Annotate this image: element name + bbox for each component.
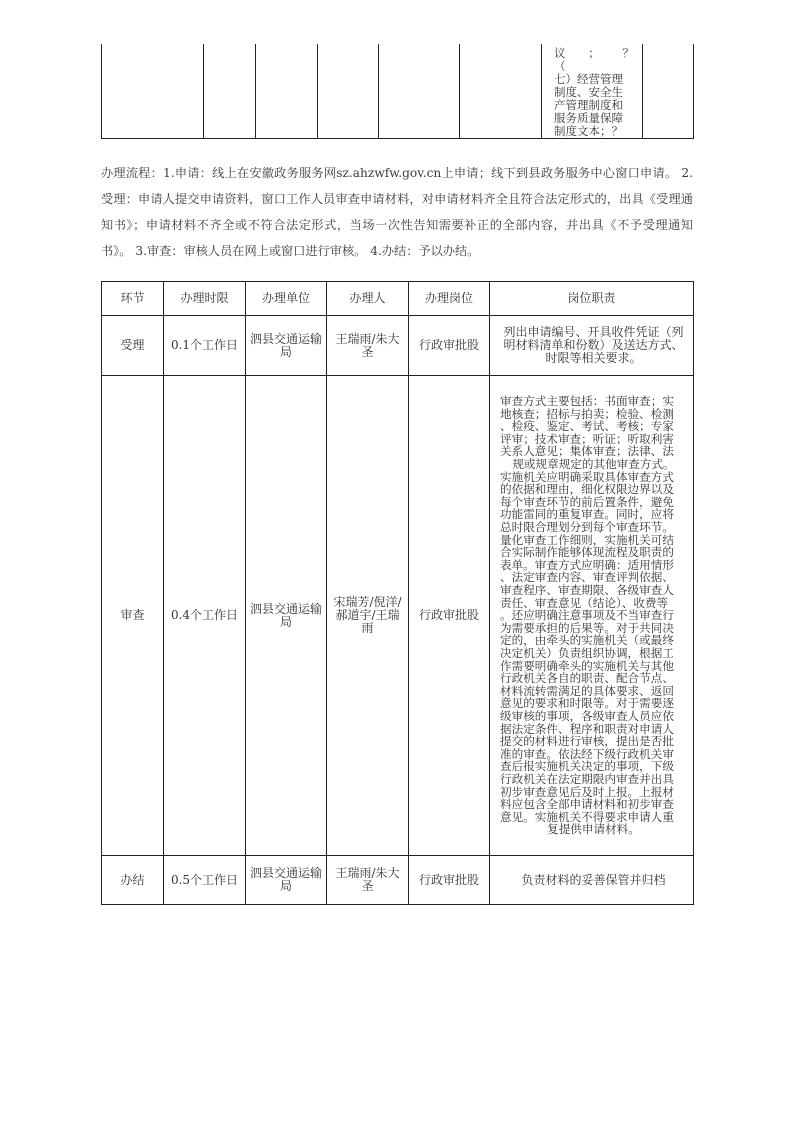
cell-post: 行政审批股 [409, 316, 490, 376]
duty-text-line: 总时限合理划分到每个审查环节。 [500, 520, 674, 535]
duty-text-line: 准的审查。依法经下级行政机关审 [500, 746, 674, 761]
cell-person: 王瑞雨/朱大圣 [327, 856, 409, 905]
duty-text-line: 材料流转需满足的具体要求、返回 [500, 683, 674, 698]
header-duty: 岗位职责 [490, 282, 694, 316]
cell-duty [490, 376, 694, 856]
duty-text-line: 评审；技术审查；听证；听取利害 [500, 431, 674, 446]
header-time-limit: 办理时限 [164, 282, 246, 316]
continuation-cell-text: 议；？ （ 七）经营管理 制度、安全生 产管理制度和 服务质量保障 制度文本；？ [554, 46, 634, 138]
duty-text-line: 据法定条件、程序和职责对申请人 [500, 721, 674, 736]
duty-text-line: 审查方式主要包括：书面审查；实 [500, 394, 674, 409]
duty-text-line: 意见。实施机关不得要求申请人重 [500, 809, 674, 824]
duty-text-line: 定的，由牵头的实施机关（或最终 [500, 633, 674, 648]
duty-text-line: 。还应明确注意事项及不当审查行 [500, 608, 674, 623]
cell-unit: 泗县交通运输局 [246, 856, 327, 905]
cell-person: 宋瑞芳/倪洋/郝道宇/王瑞雨 [327, 376, 409, 856]
duty-text-line: 行政机关各自的职责、配合节点、 [500, 671, 674, 686]
duty-text-line: 、检疫、鉴定、考试、考核；专家 [500, 419, 674, 434]
duty-text-line: 审查程序、审查期限、各级审查人 [500, 583, 674, 598]
cell-duty: 列出申请编号、开具收件凭证（列明材料清单和份数）及送达方式、时限等相关要求。 [490, 316, 694, 376]
process-table [101, 281, 694, 905]
cell-unit: 泗县交通运输局 [246, 316, 327, 376]
table-row [102, 376, 694, 856]
duty-text-line: 意见的要求和时限等。对于需要逐 [500, 696, 674, 711]
duty-text-line: 复提供申请材料。 [547, 822, 640, 837]
cell-time-limit: 0.1个工作日 [164, 316, 246, 376]
duty-text-line: 责任、审查意见（结论）、收费等 [500, 595, 669, 610]
cell-time-limit: 0.5个工作日 [164, 856, 246, 905]
cell-stage: 办结 [102, 856, 164, 905]
duty-text-line: 料应包含全部申请材料和初步审查 [500, 797, 674, 812]
header-post: 办理岗位 [409, 282, 490, 316]
duty-text-line: 规或规章规定的其他审查方式。 [512, 457, 675, 472]
duty-text-line: 每个审查环节的前后置条件，避免 [500, 494, 674, 509]
cell-unit: 泗县交通运输局 [246, 376, 327, 856]
cell-person: 王瑞雨/朱大圣 [327, 316, 409, 376]
cell-post: 行政审批股 [409, 376, 490, 856]
duty-text-line: 行政机关在法定期限内审查并出具 [500, 771, 674, 786]
duty-text-line: 表单。审查方式应明确：适用情形 [500, 557, 674, 572]
duty-text-line: 初步审查意见后及时上报。上报材 [500, 784, 674, 799]
table-row [102, 856, 694, 905]
duty-text-line: 、法定审查内容、审查评判依据、 [500, 570, 674, 585]
duty-text-line: 决定机关）负责组织协调，根据工 [500, 645, 674, 660]
duty-text-line: 功能雷同的重复审查。同时，应将 [500, 507, 674, 522]
cell-stage: 受理 [102, 316, 164, 376]
header-stage: 环节 [102, 282, 164, 316]
table-row [102, 316, 694, 376]
duty-text-line: 关系人意见；集体审查；法律、法 [500, 444, 674, 459]
duty-text-line: 的依据和理由，细化权限边界以及 [500, 482, 674, 497]
header-person: 办理人 [327, 282, 409, 316]
duty-text-line: 地核查；招标与拍卖；检验、检测 [500, 406, 674, 421]
cell-time-limit: 0.4个工作日 [164, 376, 246, 856]
duty-text-line: 级审核的事项，各级审查人员应依 [500, 708, 674, 723]
table-header-row [102, 282, 694, 316]
cell-post: 行政审批股 [409, 856, 490, 905]
process-description: 办理流程：1.申请：线上在安徽政务服务网sz.ahzwfw.gov.cn上申请；线下到县政务服务中心窗口申请。 2.受理：申请人提交申请资料，窗口工作人员审查申请材料，对申请材料齐全且符合法定形式的，出具《受理通知书》；申请材料不齐全或不符合法定形式，当场一次性告知需要补正的全部内容，并出具《不予受理通知书》。 3.审查：审核人员在网上或窗口进行审核。 4.办结：予以办结。 [101, 166, 693, 258]
duty-text-line: 为需要承担的后果等。对于共同决 [500, 620, 674, 635]
previous-table-continuation [101, 44, 694, 139]
duty-text-line: 提交的材料进行审核，提出是否批 [500, 734, 674, 749]
cell-stage: 审查 [102, 376, 164, 856]
duty-text-line: 作需要明确牵头的实施机关与其他 [500, 658, 674, 673]
header-unit: 办理单位 [246, 282, 327, 316]
duty-text-line: 量化审查工作细则，实施机关可结 [500, 532, 674, 547]
duty-text-line: 合实际制作能够体现流程及职责的 [500, 545, 674, 560]
cell-duty: 负责材料的妥善保管并归档 [490, 856, 694, 905]
duty-text-line: 实施机关应明确采取具体审查方式 [500, 469, 674, 484]
duty-text-line: 查后报实施机关决定的事项，下级 [500, 759, 674, 774]
